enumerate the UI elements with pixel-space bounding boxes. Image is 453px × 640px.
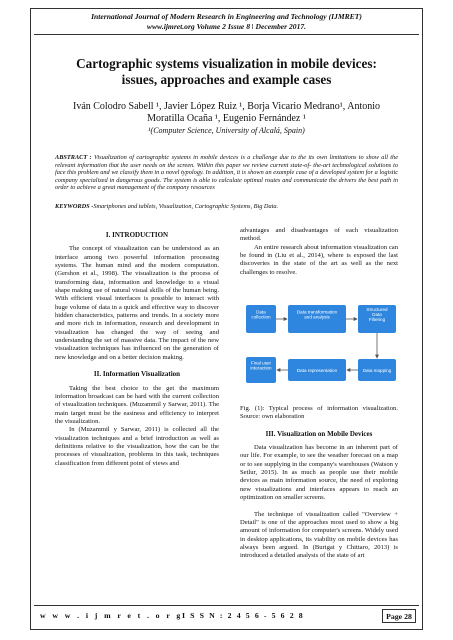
- paragraph: Data visualization has become in an inherent part of our life. For example, to see the weather forecast on a map or to see supplying in the company's warehouses (Watson y Setlur, 2015). In as much as people use their mobile devices as main information source, the need of exploring new visualizations and interfaces appears to reach an optimization on smaller screens.: [240, 444, 398, 502]
- paragraph: Taking the best choice to the get the maximum information broadcast can be hard with the current collection of visualization techniques. (Muzammil y Sarwar, 2011). The main target must be the easiness and efficiency to interpret the visualization.: [55, 384, 219, 425]
- paragraph: An entire research about information visualization can be found in (Liu et al., 2014), where is exposed the last discoveries in the state of the art as well as the next challenges to resolve.: [240, 243, 398, 276]
- paragraph: In (Muzammil y Sarwar, 2011) is collected all the visualization techniques and a brief introduction as well as definitions relative to the visualization, how the can be the processes of visualization, problems in this task, techniques classification from different point of views and: [55, 426, 219, 467]
- left-column: [55, 227, 219, 468]
- authors-line-2: Moratilla Ocaña ¹, Eugenio Fernández ¹: [147, 113, 306, 124]
- label-data-mapping: Data mapping: [362, 368, 392, 374]
- process-diagram-svg: [240, 283, 398, 401]
- section-heading-mobile-devices: III. Visualization on Mobile Devices: [265, 429, 373, 438]
- label-data-representation: Data representation: [296, 368, 338, 374]
- keywords-label: KEYWORDS -: [55, 203, 94, 210]
- paper-title: [50, 56, 403, 87]
- page-number: Page 28: [382, 609, 416, 623]
- label-data-collection: Data collection: [251, 309, 271, 320]
- footer-issn: I S S N : 2 4 5 6 - 5 6 2 8: [182, 611, 305, 620]
- authors-line-1: Iván Colodro Sabell ¹, Javier López Ruiz ¹, Borja Vicario Medrano¹, Antonio: [72, 101, 381, 112]
- abstract: [55, 154, 398, 192]
- process-diagram: [240, 283, 398, 401]
- keywords: [55, 203, 398, 211]
- abstract-label: ABSTRACT :: [55, 154, 94, 161]
- journal-header: [34, 12, 419, 31]
- affiliation: ¹(Computer Science, University of Alcalá, Spain): [148, 126, 305, 135]
- section-heading-introduction: I. INTRODUCTION: [105, 231, 169, 239]
- header-divider: [34, 34, 419, 35]
- footer-website: w w w . i j m r e t . o r g: [40, 611, 183, 620]
- label-final-user: Final user interaction: [250, 360, 272, 371]
- label-structured-data: Structured Data Filtering: [366, 306, 388, 323]
- right-column: [240, 227, 398, 561]
- title-line-1: Cartographic systems visualization in mobile devices:: [76, 56, 377, 71]
- section-heading-information-visualization: II. Information Visualization: [93, 370, 181, 379]
- keywords-text: Smartphones and tablets, Visualization, Cartographic Systems, Big Data.: [93, 203, 279, 210]
- paragraph: The concept of visualization can be understood as an interface among two powerful information processing systems. The human mind and the modern computation. (Gershon et al., 1998). The visualization is the process of transforming data, information and knowledge to a visual shape making use of natural visual skills of the human being. With efficient visual interfaces is possible to interact with huge volume of data in a quick and effective way to discover hidden characteristics, patterns and trends. In a society more and more rich in information, research and development in visualization has changed the way of seeing and understanding the set of massive data. The impact of the new visualization techniques has influenced on the generation of new knowledge and on a better decision making.: [55, 245, 219, 361]
- label-data-transformation: Data transformation and analysis: [296, 309, 338, 320]
- figure-caption: Fig. (1): Typical process of information visualization. Source: own elaboration: [240, 405, 398, 421]
- journal-name: International Journal of Modern Research in Engineering and Technology (IJMRET): [91, 12, 362, 21]
- paragraph: The technique of visualization called "Overview + Detail" is one of the approaches most used to show a big amount of information for computer's screens. Widely used in desktop applications, its viability on mobile devices has always been argued. In (Burigat y Chittaro, 2013) is introduced a detailed analysis of the state of art: [240, 510, 398, 560]
- footer-divider: [34, 605, 419, 606]
- journal-issue: www.ijmret.org Volume 2 Issue 8 ǀ December 2017.: [146, 21, 307, 31]
- paragraph: advantages and disadvantages of each visualization method.: [240, 227, 398, 243]
- author-list: [48, 101, 405, 125]
- title-line-2: issues, approaches and example cases: [121, 71, 332, 87]
- abstract-text: Visualization of cartographic systems in mobile devices is a challenge due to the its own limitations to show all the relevant information that the user needs on the screen. Within this paper we review current state-of- the-art technological solutions to face this problem and we classify them in a novel typology. In addition, it is shown an example case of a developed system for a logistic company specialized in dangerous goods. The system is able to calculate optimal routes and communicate the drivers the best path in order to achieve a great management of the company resources: [55, 154, 398, 192]
